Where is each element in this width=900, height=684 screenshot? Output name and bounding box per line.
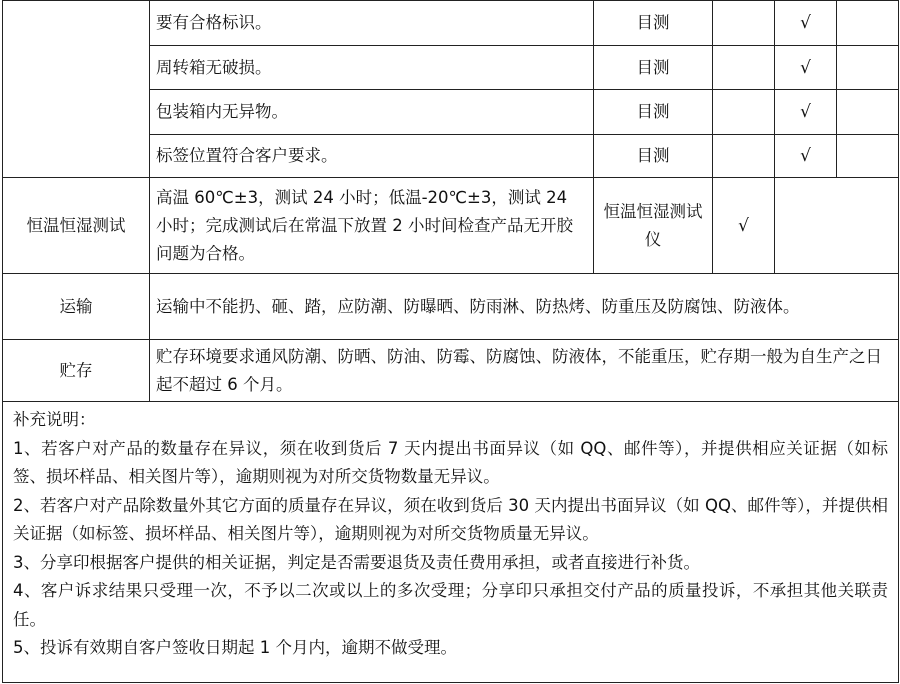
table-row xyxy=(3,178,899,274)
note-item: 2、若客户对产品除数量外其它方面的质量存在异议，须在收到货后 30 天内提出书面异议（如 QQ、邮件等），并提供相关证据（如标签、损坏样品、相关图片等），逾期则视为对所交货物质量无异议。 xyxy=(13,495,888,543)
category-label: 运输 xyxy=(3,274,150,340)
category-cell-empty xyxy=(3,1,150,178)
check-cell-empty xyxy=(713,135,775,178)
category-label: 贮存 xyxy=(3,340,150,402)
transport-description: 运输中不能扔、砸、踏，应防潮、防曝晒、防雨淋、防热烤、防重压及防腐蚀、防液体。 xyxy=(150,274,899,340)
check-mark: √ xyxy=(775,46,837,90)
notes-row xyxy=(3,402,899,683)
method-cell: 恒温恒湿测试仪 xyxy=(594,178,713,274)
requirement-cell: 包装箱内无异物。 xyxy=(150,90,594,135)
check-cell-empty xyxy=(837,90,899,135)
note-item: 5、投诉有效期自客户签收日期起 1 个月内，逾期不做受理。 xyxy=(13,638,457,657)
requirement-cell: 周转箱无破损。 xyxy=(150,46,594,90)
check-cell-empty xyxy=(713,90,775,135)
table-row xyxy=(3,274,899,340)
check-mark: √ xyxy=(775,135,837,178)
requirement-cell: 要有合格标识。 xyxy=(150,1,594,46)
test-description: 高温 60℃±3，测试 24 小时；低温-20℃±3，测试 24 小时；完成测试后在常温下放置 2 小时间检查产品无开胶问题为合格。 xyxy=(150,178,594,274)
check-mark: √ xyxy=(713,178,775,274)
check-cell-empty xyxy=(837,135,899,178)
table-row xyxy=(3,340,899,402)
storage-description: 贮存环境要求通风防潮、防晒、防油、防霉、防腐蚀、防液体，不能重压，贮存期一般为自生产之日起不超过 6 个月。 xyxy=(150,340,899,402)
method-cell: 目测 xyxy=(594,1,713,46)
note-item: 4、客户诉求结果只受理一次，不予以二次或以上的多次受理；分享印只承担交付产品的质量投诉，不承担其他关联责任。 xyxy=(13,581,888,629)
check-mark: √ xyxy=(775,90,837,135)
category-label: 恒温恒湿测试 xyxy=(3,178,150,274)
notes-title: 补充说明： xyxy=(13,410,96,429)
method-cell: 目测 xyxy=(594,135,713,178)
check-mark: √ xyxy=(775,1,837,46)
note-item: 1、若客户对产品的数量存在异议，须在收到货后 7 天内提出书面异议（如 QQ、邮件等），并提供相应关证据（如标签、损坏样品、相关图片等），逾期则视为对所交货物数量无异议。 xyxy=(13,438,888,486)
check-cell-empty xyxy=(837,46,899,90)
check-cell-empty xyxy=(775,178,899,274)
inspection-table xyxy=(2,0,899,683)
check-cell-empty xyxy=(837,1,899,46)
note-item: 3、分享印根据客户提供的相关证据，判定是否需要退货及责任费用承担，或者直接进行补货。 xyxy=(13,552,700,572)
method-cell: 目测 xyxy=(594,90,713,135)
notes-section xyxy=(3,402,899,683)
table-row xyxy=(3,1,899,46)
method-cell: 目测 xyxy=(594,46,713,90)
check-cell-empty xyxy=(713,1,775,46)
requirement-cell: 标签位置符合客户要求。 xyxy=(150,135,594,178)
check-cell-empty xyxy=(713,46,775,90)
